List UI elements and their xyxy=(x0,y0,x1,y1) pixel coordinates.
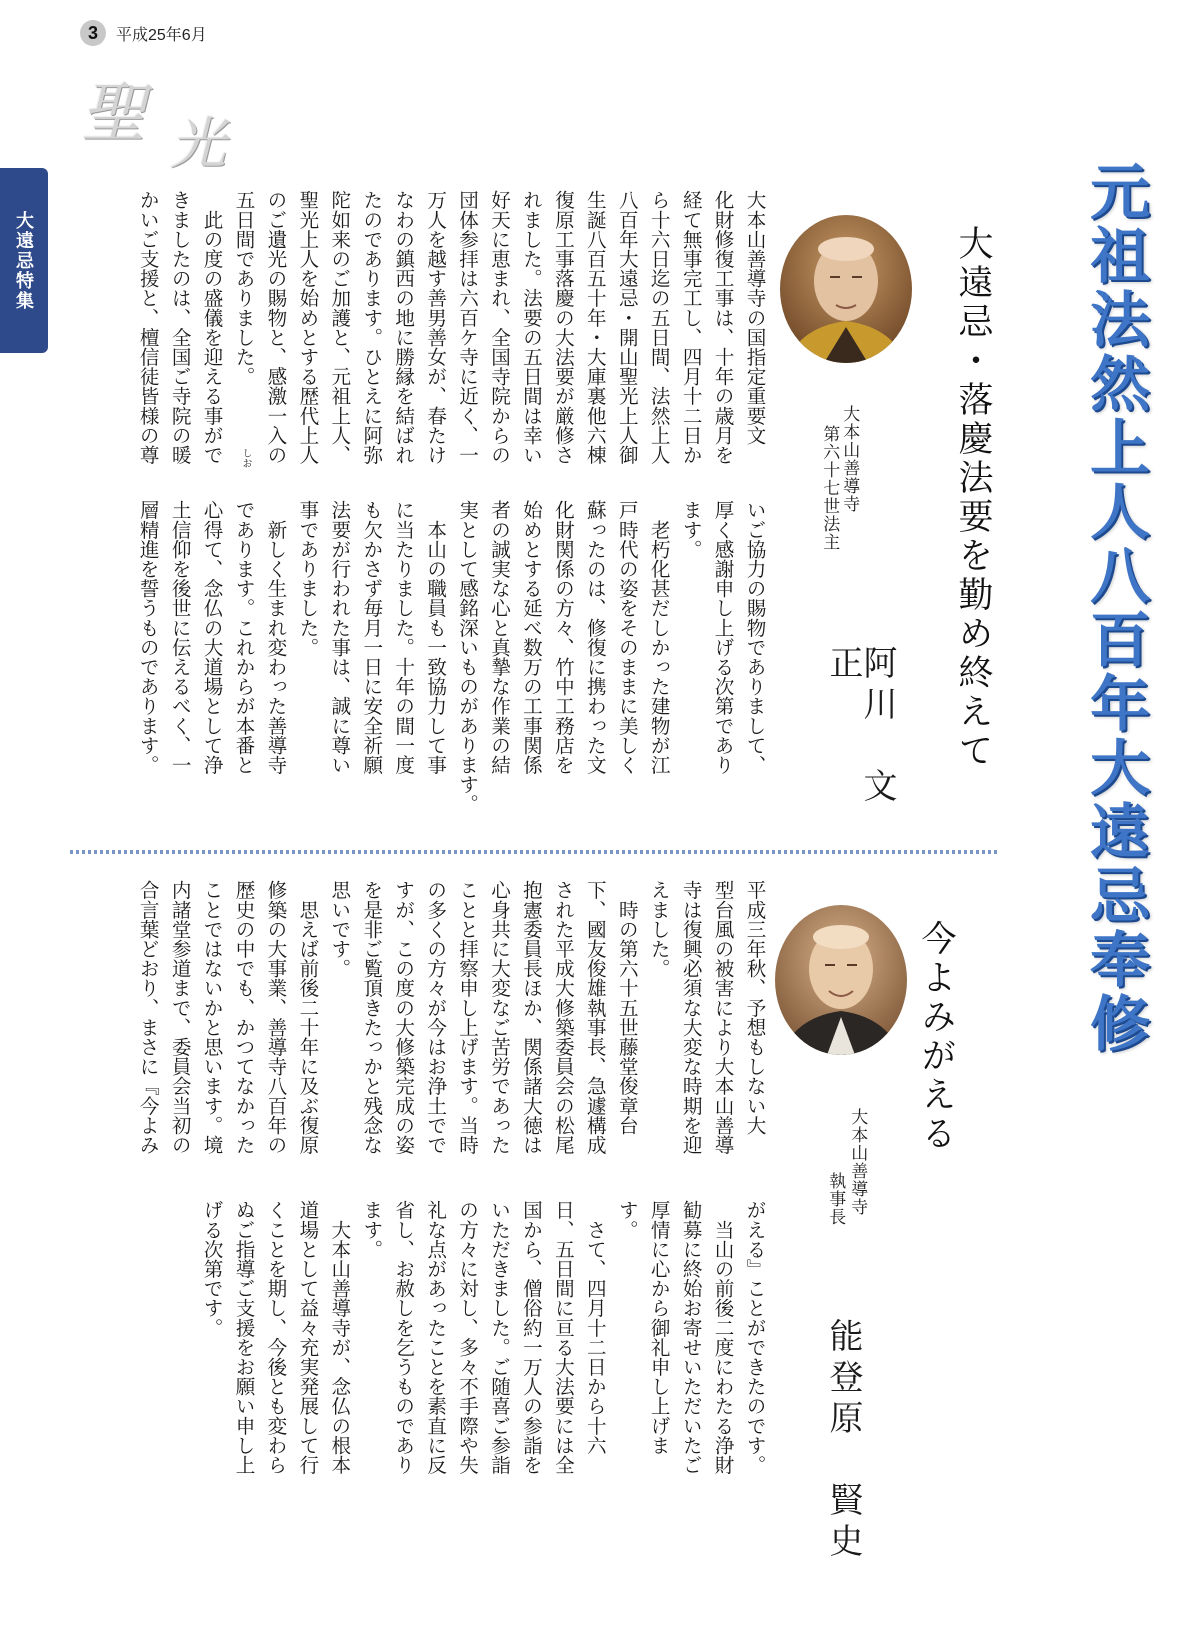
page-number: 3 xyxy=(80,20,106,46)
page-header xyxy=(80,18,207,48)
main-title: 元祖法然上人八百年大遠忌奉修 xyxy=(1080,160,1150,1056)
article1-byline-org-line1: 大本山善導寺 xyxy=(839,405,860,513)
article2-body-right: 平成三年秋、予想もしない大 型台風の被害により大本山善導 寺は復興必須な大変な時期を迎 えました。 時の第六十五世藤堂俊章台 下、國友俊雄執事長、急遽構成 された平成大修築委員会の松尾 抱憲委員長ほか、関係諸大徳は 心身共に大変なご苦労であった ことと拝察申し上げます。当時 の多くの方々が今はお浄土でで すが、この度の大修築完成の姿 を是非ご覧頂きたっかと残念な 思いです。 思えば前後二十年に及ぶ復原 修築の大事業、善導寺八百年の 歴史の中でも、かつてなかった ことではないかと思います。境 内諸堂参道まで、委員会当初の 合言葉どおり、まさに『今よみ xyxy=(136,880,766,1155)
article1-byline-org-line2: 第六十七世法主 xyxy=(819,425,840,551)
article2-byline-org-line2: 執事長 xyxy=(825,1172,846,1226)
logo-char-sei: 聖 xyxy=(80,75,146,152)
portrait-photo-abbot xyxy=(780,215,912,363)
article-divider xyxy=(70,850,998,854)
article2-byline-org-line1: 大本山善導寺 xyxy=(847,1108,868,1216)
article2-title: 今よみがえる xyxy=(916,920,956,1154)
masthead-logo xyxy=(80,60,250,177)
article1-byline-name: 阿川 文正 xyxy=(823,645,897,809)
article2-byline-name: 能登原 賢史 xyxy=(823,1318,863,1564)
issue-date: 平成25年6月 xyxy=(116,26,207,44)
section-tab xyxy=(0,168,48,353)
article1-portrait xyxy=(780,215,912,363)
ruby-annotation: しお xyxy=(240,448,251,468)
article1-body-right: 大本山善導寺の国指定重要文 化財修復工事は、十年の歳月を 経て無事完工し、四月十二日か ら十六日迄の五日間、法然上人 八百年大遠忌・開山聖光上人御 生誕八百五十年・大庫裏他六棟 復原工事落慶の大法要が厳修さ れました。法要の五日間は幸い 好天に恵まれ、全国寺院からの 団体参拝は六百ケ寺に近く、一 万人を越す善男善女が、春たけ なわの鎮西の地に勝縁を結ばれ たのであります。ひとえに阿弥 陀如来のご加護と、元祖上人、 聖光上人を始めとする歴代上人 のご遺光の賜物と、感激一入の 五日間でありました。 此の度の盛儀を迎える事がで きましたのは、全国ご寺院の暖 かいご支援と、檀信徒皆様の尊 xyxy=(136,190,766,465)
article1-title: 大遠忌・落慶法要を勤め終えて xyxy=(953,225,993,771)
article2-portrait xyxy=(775,905,907,1055)
logo-char-kou: 光 xyxy=(170,112,226,177)
article2-body-left: がえる』ことができたのです。 当山の前後二度にわたる浄財 勧募に終始お寄せいただいたご 厚情に心から御礼申し上げま す。 さて、四月十二日から十六 日、五日間に亘る大法要には全 国から、僧俗約一万人の参詣を いただきました。ご随喜ご参詣 の方々に対し、多々不手際や失 礼な点があったことを素直に反 省し、お赦しを乞うものであり ます。 大本山善導寺が、念仏の根本 道場として益々充実発展して行 くことを期し、今後とも変わら ぬご指導ご支援をお願い申し上 げる次第です。 xyxy=(200,1200,766,1475)
portrait-photo-executive xyxy=(775,905,907,1055)
article1-body-left: いご協力の賜物でありまして、 厚く感謝申し上げる次第であり ます。 老朽化甚だしかった建物が江 戸時代の姿をそのままに美しく 蘇ったのは、修復に携わった文 化財関係の方々、竹中工務店を 始めとする延べ数万の工事関係 者の誠実な心と真摯な作業の結 実として感銘深いものがあります。 本山の職員も一致協力して事 に当たりました。十年の間一度 も欠かさず毎月一日に安全祈願 法要が行われた事は、誠に尊い 事でありました。 新しく生まれ変わった善導寺 であります。これからが本番と 心得て、念仏の大道場として浄 土信仰を後世に伝えるべく、一 層精進を誓うものであります。 xyxy=(136,500,766,814)
section-tab-label: 大遠忌特集 xyxy=(14,210,34,311)
